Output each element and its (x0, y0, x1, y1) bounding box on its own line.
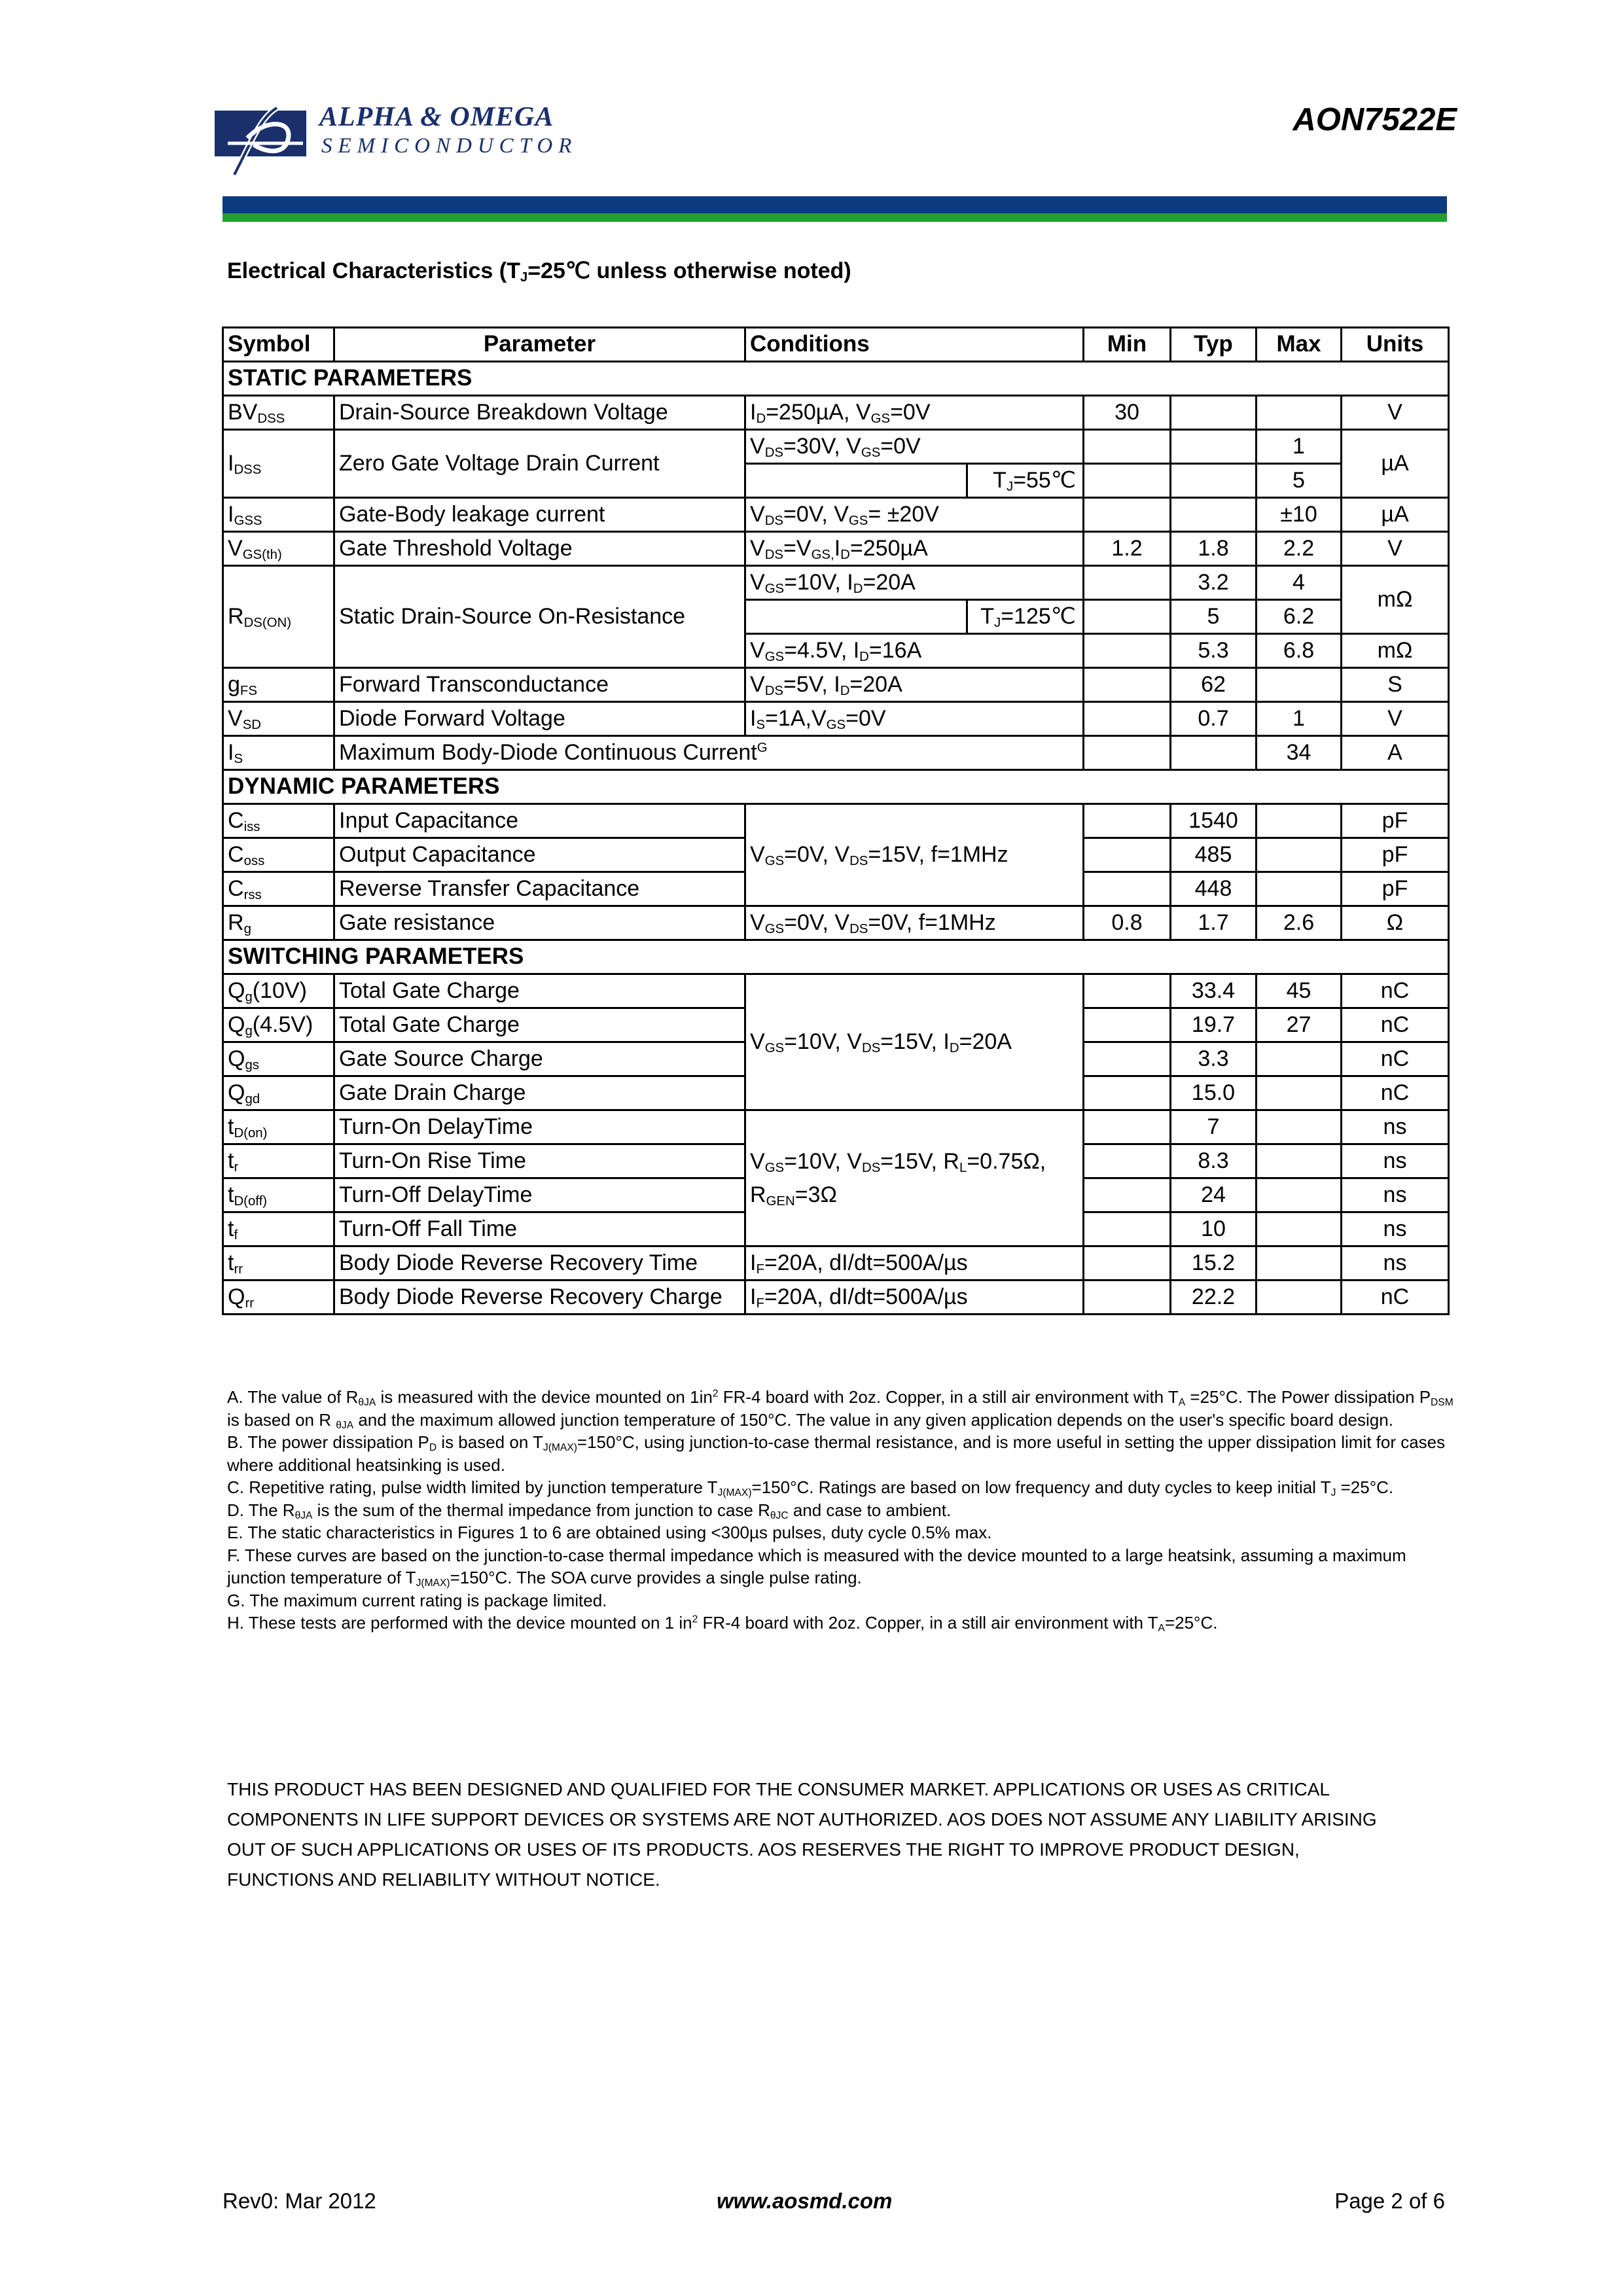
cell-max: 2.2 (1257, 532, 1342, 566)
cell-max (1257, 1178, 1342, 1212)
cell-min (1084, 702, 1171, 736)
footnote-c: C. Repetitive rating, pulse width limited by junction temperature $T_{J(MAX)}=150^\circ C$. Ratings are based on low frequency and duty cycles to keep initial $T_J =25^\circ C$. (227, 1477, 1394, 1498)
cell-parameter: Gate resistance (334, 906, 745, 940)
cell-min (1084, 1246, 1171, 1280)
cell-units: pF (1342, 872, 1449, 906)
cell-units: pF (1342, 804, 1449, 838)
cell-parameter: Static Drain-Source On-Resistance (334, 566, 745, 668)
cell-conditions: $V_{GS}=0V$, $V_{DS}=15V$, f=1MHz (745, 804, 1084, 906)
company-name: ALPHA & OMEGA (319, 102, 554, 132)
table-row (223, 566, 1449, 600)
cell-units: µA (1342, 498, 1449, 532)
footnotes (227, 1386, 1457, 1634)
cell-symbol: $I_{GSS}$ (223, 498, 334, 532)
cell-symbol: $V_{SD}$ (223, 702, 334, 736)
cell-parameter: Gate-Body leakage current (334, 498, 745, 532)
cell-parameter: Turn-Off DelayTime (334, 1178, 745, 1212)
cell-parameter: Zero Gate Voltage Drain Current (334, 430, 745, 498)
cell-typ: 8.3 (1171, 1144, 1257, 1178)
cell-symbol: $t_{D(on)}$ (223, 1110, 334, 1144)
cell-max (1257, 838, 1342, 872)
cell-min (1084, 1144, 1171, 1178)
table-row (223, 532, 1449, 566)
cell-symbol: $Q_g(10V)$ (223, 974, 334, 1008)
cell-min: 0.8 (1084, 906, 1171, 940)
footnote-d: D. The $R_{\theta JA}$ is the sum of the thermal impedance from junction to case $R_{\theta JC}$ and case to ambient. (227, 1500, 952, 1521)
footnote-e: E. The static characteristics in Figures 1 to 6 are obtained using <300µs pulses, duty cycle 0.5% max. (227, 1523, 992, 1542)
cell-typ: 62 (1171, 668, 1257, 702)
cell-typ (1171, 396, 1257, 430)
cell-typ: 22.2 (1171, 1280, 1257, 1315)
cell-symbol: $t_f$ (223, 1212, 334, 1246)
cell-max: 6.8 (1257, 634, 1342, 668)
part-number: AON7522E (1293, 102, 1457, 137)
cell-units: ns (1342, 1144, 1449, 1178)
cell-conditions: $I_F=20A$, dI/dt=500A/µs (745, 1280, 1084, 1315)
cell-typ: 5.3 (1171, 634, 1257, 668)
cell-units: ns (1342, 1246, 1449, 1280)
footer-page-number: Page 2 of 6 (1334, 2189, 1445, 2213)
cell-conditions: $V_{GS}=10V$, $V_{DS}=15V$, $R_L=0.75\Omega$, $R_{GEN}=3\Omega$ (745, 1110, 1084, 1246)
cell-units: nC (1342, 1076, 1449, 1110)
cell-parameter: Forward Transconductance (334, 668, 745, 702)
cell-parameter: Output Capacitance (334, 838, 745, 872)
section-row-dynamic (223, 770, 1449, 804)
cell-parameter: Gate Threshold Voltage (334, 532, 745, 566)
table-row (223, 498, 1449, 532)
cell-min: 1.2 (1084, 532, 1171, 566)
cell-conditions-blank (745, 464, 967, 498)
table-row (223, 1246, 1449, 1280)
cell-symbol: $t_{rr}$ (223, 1246, 334, 1280)
header-typ: Typ (1171, 328, 1257, 362)
table-row (223, 736, 1449, 770)
cell-conditions: $V_{DS}=30V$, $V_{GS}=0V$ (745, 430, 1084, 464)
table-row (223, 668, 1449, 702)
cell-units: ns (1342, 1110, 1449, 1144)
cell-typ: 10 (1171, 1212, 1257, 1246)
cell-conditions: $I_S=1A,V_{GS}=0V$ (745, 702, 1084, 736)
cell-typ (1171, 464, 1257, 498)
section-label-dynamic: DYNAMIC PARAMETERS (223, 770, 1449, 804)
cell-parameter: Total Gate Charge (334, 974, 745, 1008)
cell-symbol: $Q_{gs}$ (223, 1042, 334, 1076)
cell-min (1084, 1110, 1171, 1144)
footnote-a: A. The value of $R_{\theta JA}$ is measured with the device mounted on $1in^2$ FR-4 board with 2oz. Copper, in a still air environment with $T_A =25^\circ C$. The Power dissipation $P_{DSM}$ is based on R $_{\theta JA}$ and the maximum allowed junction temperature of 150°C. The value in any given application depends on the user's specific board design. (227, 1387, 1454, 1431)
cell-min (1084, 1008, 1171, 1042)
cell-max: 1 (1257, 702, 1342, 736)
cell-units: nC (1342, 1280, 1449, 1315)
cell-typ: 485 (1171, 838, 1257, 872)
cell-conditions: $V_{DS}=V_{GS,}I_D=250\mu A$ (745, 532, 1084, 566)
cell-conditions: $V_{DS}=0V$, $V_{GS}= \pm 20V$ (745, 498, 1084, 532)
cell-units: nC (1342, 1008, 1449, 1042)
cell-max: 2.6 (1257, 906, 1342, 940)
cell-max (1257, 1110, 1342, 1144)
table-row (223, 906, 1449, 940)
cell-units: nC (1342, 1042, 1449, 1076)
table-row (223, 804, 1449, 838)
cell-min (1084, 566, 1171, 600)
footnote-b: B. The power dissipation $P_D$ is based on $T_{J(MAX)}=150^\circ C$, using junction-to-case thermal resistance, and is more useful in setting the upper dissipation limit for cases where additional heatsinking is used. (227, 1432, 1446, 1475)
cell-typ: 19.7 (1171, 1008, 1257, 1042)
cell-parameter: Turn-Off Fall Time (334, 1212, 745, 1246)
cell-max: 1 (1257, 430, 1342, 464)
cell-max (1257, 396, 1342, 430)
cell-symbol: $R_g$ (223, 906, 334, 940)
cell-conditions: $V_{GS}=0V$, $V_{DS}=0V$, f=1MHz (745, 906, 1084, 940)
disclaimer-line: OUT OF SUCH APPLICATIONS OR USES OF ITS PRODUCTS. AOS RESERVES THE RIGHT TO IMPROVE PRODUCT DESIGN, (227, 1839, 1300, 1860)
disclaimer-line: FUNCTIONS AND RELIABILITY WITHOUT NOTICE. (227, 1869, 660, 1890)
cell-typ: 15.2 (1171, 1246, 1257, 1280)
cell-typ: 15.0 (1171, 1076, 1257, 1110)
cell-symbol: $Q_{gd}$ (223, 1076, 334, 1110)
cell-parameter: Total Gate Charge (334, 1008, 745, 1042)
electrical-characteristics-table (222, 327, 1450, 1315)
cell-symbol: $Q_g(4.5V)$ (223, 1008, 334, 1042)
cell-typ: 0.7 (1171, 702, 1257, 736)
cell-parameter: Body Diode Reverse Recovery Charge (334, 1280, 745, 1315)
cell-parameter: Input Capacitance (334, 804, 745, 838)
cell-symbol: $C_{rss}$ (223, 872, 334, 906)
header-stripe-blue (223, 196, 1447, 213)
cell-symbol: $C_{iss}$ (223, 804, 334, 838)
section-row-static (223, 362, 1449, 396)
cell-symbol: $Q_{rr}$ (223, 1280, 334, 1315)
cell-symbol: $t_{D(off)}$ (223, 1178, 334, 1212)
cell-typ: 5 (1171, 600, 1257, 634)
cell-conditions: $V_{GS}=4.5V$, $I_D=16A$ (745, 634, 1084, 668)
table-row (223, 1280, 1449, 1315)
cell-conditions: $V_{DS}=5V$, $I_D=20A$ (745, 668, 1084, 702)
cell-units: µA (1342, 430, 1449, 498)
cell-max (1257, 1212, 1342, 1246)
cell-conditions: $V_{GS}=10V$, $V_{DS}=15V$, $I_D=20A$ (745, 974, 1084, 1110)
cell-symbol: $I_S$ (223, 736, 334, 770)
cell-units: pF (1342, 838, 1449, 872)
cell-max: 34 (1257, 736, 1342, 770)
cell-min (1084, 736, 1171, 770)
cell-typ: 3.3 (1171, 1042, 1257, 1076)
cell-max: 6.2 (1257, 600, 1342, 634)
footer-website-link[interactable]: www.aosmd.com (717, 2189, 893, 2213)
cell-typ: 7 (1171, 1110, 1257, 1144)
header-stripe-green (223, 213, 1447, 222)
table-header-row (223, 328, 1449, 362)
cell-units: ns (1342, 1212, 1449, 1246)
company-logo (215, 101, 594, 180)
cell-conditions-blank (745, 600, 967, 634)
section-label-switching: SWITCHING PARAMETERS (223, 940, 1449, 974)
cell-max: 45 (1257, 974, 1342, 1008)
cell-units: mΩ (1342, 634, 1449, 668)
cell-min (1084, 430, 1171, 464)
cell-min (1084, 974, 1171, 1008)
cell-units: V (1342, 396, 1449, 430)
table-row (223, 430, 1449, 464)
cell-max (1257, 1042, 1342, 1076)
header-symbol: Symbol (223, 328, 334, 362)
cell-min (1084, 872, 1171, 906)
cell-conditions: $V_{GS}=10V$, $I_D=20A$ (745, 566, 1084, 600)
table-row (223, 396, 1449, 430)
cell-min (1084, 498, 1171, 532)
cell-parameter: Body Diode Reverse Recovery Time (334, 1246, 745, 1280)
footer-revision: Rev0: Mar 2012 (223, 2189, 376, 2213)
header-max: Max (1257, 328, 1342, 362)
section-title: Electrical Characteristics ($T_J=25℃$ unless otherwise noted) (227, 258, 851, 285)
cell-units: A (1342, 736, 1449, 770)
footnote-f: F. These curves are based on the junction-to-case thermal impedance which is measured with the device mounted to a large heatsink, assuming a maximum junction temperature of $T_{J(MAX)}=150^\circ C$. The SOA curve provides a single pulse rating. (227, 1545, 1406, 1589)
cell-parameter: Gate Source Charge (334, 1042, 745, 1076)
cell-max: ±10 (1257, 498, 1342, 532)
cell-parameter: Drain-Source Breakdown Voltage (334, 396, 745, 430)
cell-min (1084, 1280, 1171, 1315)
cell-typ (1171, 498, 1257, 532)
cell-units: nC (1342, 974, 1449, 1008)
cell-min (1084, 804, 1171, 838)
header-parameter: Parameter (334, 328, 745, 362)
cell-max (1257, 1246, 1342, 1280)
cell-conditions-tj: $T_J=55℃$ (967, 464, 1084, 498)
cell-parameter: Turn-On Rise Time (334, 1144, 745, 1178)
cell-symbol: $BV_{DSS}$ (223, 396, 334, 430)
cell-max (1257, 668, 1342, 702)
cell-min (1084, 1076, 1171, 1110)
cell-min: 30 (1084, 396, 1171, 430)
header-conditions: Conditions (745, 328, 1084, 362)
cell-min (1084, 1212, 1171, 1246)
section-label-static: STATIC PARAMETERS (223, 362, 1449, 396)
cell-typ: 1.8 (1171, 532, 1257, 566)
cell-parameter: Maximum Body-Diode Continuous Current$^G$ (334, 736, 1084, 770)
cell-max: 4 (1257, 566, 1342, 600)
footnote-g: G. The maximum current rating is package limited. (227, 1590, 607, 1610)
cell-units: ns (1342, 1178, 1449, 1212)
cell-typ: 448 (1171, 872, 1257, 906)
cell-symbol: $I_{DSS}$ (223, 430, 334, 498)
cell-max (1257, 1076, 1342, 1110)
cell-min (1084, 1042, 1171, 1076)
footnote-h: H. These tests are performed with the device mounted on 1 $in^2$ FR-4 board with 2oz. Copper, in a still air environment with $T_A=25^\circ C$. (227, 1613, 1218, 1634)
cell-min (1084, 464, 1171, 498)
disclaimer-line: COMPONENTS IN LIFE SUPPORT DEVICES OR SYSTEMS ARE NOT AUTHORIZED. AOS DOES NOT ASSUME ANY LIABILITY ARISING (227, 1809, 1377, 1829)
cell-typ: 24 (1171, 1178, 1257, 1212)
cell-conditions-tj: $T_J=125℃$ (967, 600, 1084, 634)
cell-max (1257, 1144, 1342, 1178)
cell-min (1084, 600, 1171, 634)
cell-conditions: $I_F=20A$, dI/dt=500A/µs (745, 1246, 1084, 1280)
cell-min (1084, 1178, 1171, 1212)
header-min: Min (1084, 328, 1171, 362)
disclaimer-line: THIS PRODUCT HAS BEEN DESIGNED AND QUALIFIED FOR THE CONSUMER MARKET. APPLICATIONS OR USES AS CRITICAL (227, 1779, 1330, 1799)
cell-symbol: $R_{DS(ON)}$ (223, 566, 334, 668)
cell-typ (1171, 430, 1257, 464)
cell-min (1084, 838, 1171, 872)
cell-parameter: Turn-On DelayTime (334, 1110, 745, 1144)
cell-max: 5 (1257, 464, 1342, 498)
cell-max (1257, 804, 1342, 838)
cell-units: V (1342, 702, 1449, 736)
table-row (223, 974, 1449, 1008)
cell-typ: 3.2 (1171, 566, 1257, 600)
cell-typ: 33.4 (1171, 974, 1257, 1008)
table-row (223, 702, 1449, 736)
cell-symbol: $V_{GS(th)}$ (223, 532, 334, 566)
cell-units: V (1342, 532, 1449, 566)
cell-symbol: $C_{oss}$ (223, 838, 334, 872)
cell-symbol: $g_{FS}$ (223, 668, 334, 702)
cell-parameter: Reverse Transfer Capacitance (334, 872, 745, 906)
section-row-switching (223, 940, 1449, 974)
cell-typ: 1540 (1171, 804, 1257, 838)
cell-min (1084, 634, 1171, 668)
cell-conditions: $I_D=250\mu A$, $V_{GS}=0V$ (745, 396, 1084, 430)
disclaimer (227, 1775, 1457, 1895)
cell-min (1084, 668, 1171, 702)
table-row (223, 1110, 1449, 1144)
header-units: Units (1342, 328, 1449, 362)
cell-max: 27 (1257, 1008, 1342, 1042)
company-subtitle: SEMICONDUCTOR (321, 134, 578, 158)
cell-parameter: Diode Forward Voltage (334, 702, 745, 736)
cell-parameter: Gate Drain Charge (334, 1076, 745, 1110)
cell-max (1257, 872, 1342, 906)
cell-typ (1171, 736, 1257, 770)
cell-typ: 1.7 (1171, 906, 1257, 940)
cell-max (1257, 1280, 1342, 1315)
cell-units: mΩ (1342, 566, 1449, 634)
cell-units: Ω (1342, 906, 1449, 940)
cell-units: S (1342, 668, 1449, 702)
aos-logo-icon (215, 104, 313, 176)
cell-symbol: $t_r$ (223, 1144, 334, 1178)
